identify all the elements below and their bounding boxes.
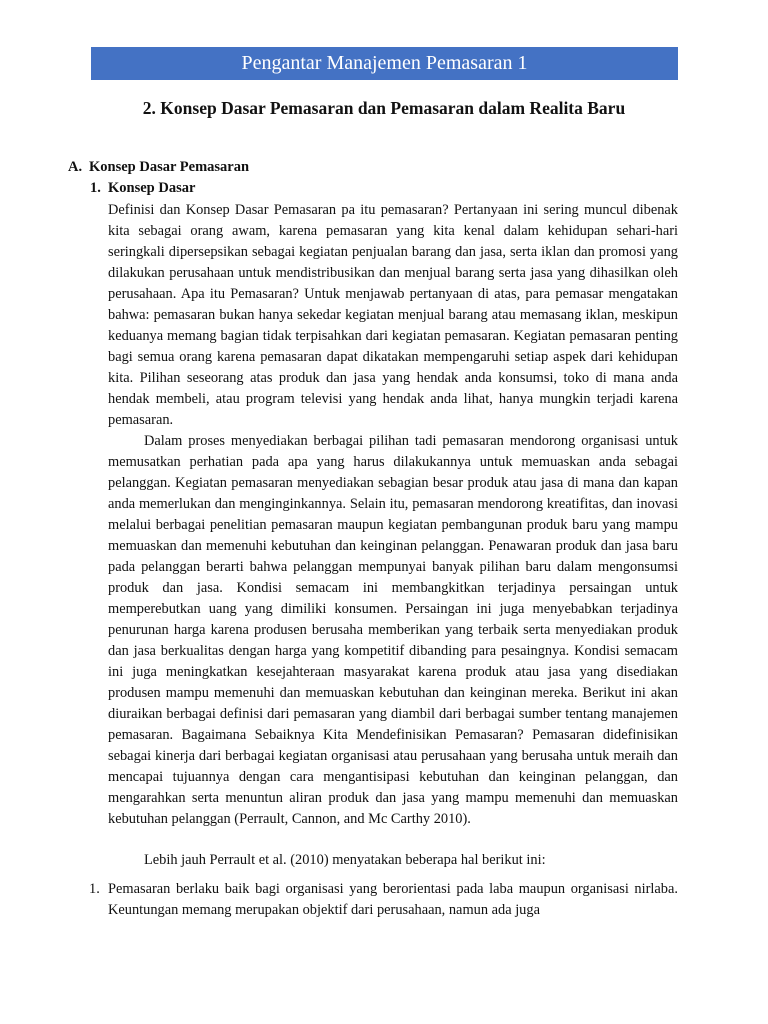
list-item-marker: 1. — [89, 881, 100, 897]
section-title: Konsep Dasar Pemasaran — [89, 159, 250, 175]
paragraph-perrault-intro: Lebih jauh Perrault et al. (2010) menyatakan beberapa hal berikut ini: — [144, 852, 546, 868]
list-item — [89, 879, 678, 921]
document-header-banner — [91, 47, 678, 80]
numbered-list — [89, 879, 678, 921]
chapter-title: 2. Konsep Dasar Pemasaran dan Pemasaran dalam Realita Baru — [142, 98, 626, 118]
paragraph-definition: Definisi dan Konsep Dasar Pemasaran pa itu pemasaran? Pertanyaan ini sering muncul dibenak kita sebagai orang awam, karena pemasaran yang kita kenal dalam kehidupan sehari-hari seringkali dipersepsikan sebagai kegiatan penjualan barang dan jasa, serta iklan dan promosi yang dilakukan perusahaan untuk mendistribusikan dan menjual barang serta jasa yang dihasilkan oleh perusahaan. Apa itu Pemasaran? Untuk menjawab pertanyaan di atas, para pemasar mengatakan bahwa: pemasaran bukan hanya sekedar kegiatan menjual barang atau memasang iklan, meskipun keduanya memang bagian tidak terpisahkan dari kegiatan pemasaran. Kegiatan pemasaran penting bagi semua orang karena pemasaran dapat dikatakan mempengaruhi setiap aspek dari kehidupan kita. Pilihan seseorang atas produk dan jasa yang hendak anda konsumsi, toko di mana anda hendak membeli, atau program televisi yang hendak anda lihat, hanya mungkin terjadi karena pemasaran. — [108, 202, 678, 428]
list-item-text: Pemasaran berlaku baik bagi organisasi yang berorientasi pada laba maupun organisasi nirlaba. Keuntungan memang merupakan objektif dari perusahaan, namun ada juga — [108, 881, 678, 918]
section-heading — [68, 159, 249, 176]
banner-title: Pengantar Manajemen Pemasaran 1 — [241, 52, 528, 74]
subsection-marker: 1. — [90, 180, 101, 196]
section-marker: A. — [68, 159, 83, 175]
paragraph-process: Dalam proses menyediakan berbagai pilihan tadi pemasaran mendorong organisasi untuk memusatkan perhatian pada apa yang harus dilakukannya untuk memuaskan anda sebagai pelanggan. Kegiatan pemasaran menyediakan sebagian besar produk atau jasa di mana dan kapan anda memerlukan dan menginginkannya. Selain itu, pemasaran mendorong kreatifitas, dan inovasi melalui berbagai penelitian pemasaran maupun kegiatan pembangunan produk baru yang mampu memuaskan dan memenuhi kebutuhan dan keinginan pelanggan. Penawaran produk dan jasa baru pada pelanggan berarti bahwa pelanggan mempunyai banyak pilihan baru dalam mengonsumsi produk dan jasa. Kondisi semacam ini membangkitkan terjadinya persaingan untuk memperebutkan uang yang dimiliki konsumen. Persaingan ini juga menyebabkan terjadinya penurunan harga karena produsen berusaha memberikan yang terbaik serta menyediakan produk dan jasa berkualitas dengan harga yang kompetitif dibanding para pesaingnya. Kondisi semacam ini juga meningkatkan kesejahteraan masyarakat karena produk atau jasa yang disediakan produsen mampu memenuhi dan memuaskan kebutuhan dan keinginan mereka. Berikut ini akan diuraikan berbagai definisi dari pemasaran yang diambil dari berbagai sumber tentang manajemen pemasaran. Bagaimana Sebaiknya Kita Mendefinisikan Pemasaran? Pemasaran didefinisikan sebagai kinerja dari berbagai kegiatan organisasi atau perusahaan yang berusaha untuk meraih dan mencapai tujuannya dengan cara mengantisipasi kebutuhan dan keinginan pelanggan, dan mengarahkan serta menuntun aliran produk dan jasa yang mampu memenuhi dan memuaskan kebutuhan pelanggan (Perrault, Cannon, and Mc Carthy 2010). — [108, 433, 678, 827]
subsection-title: Konsep Dasar — [108, 180, 196, 196]
subsection-heading — [90, 180, 195, 197]
